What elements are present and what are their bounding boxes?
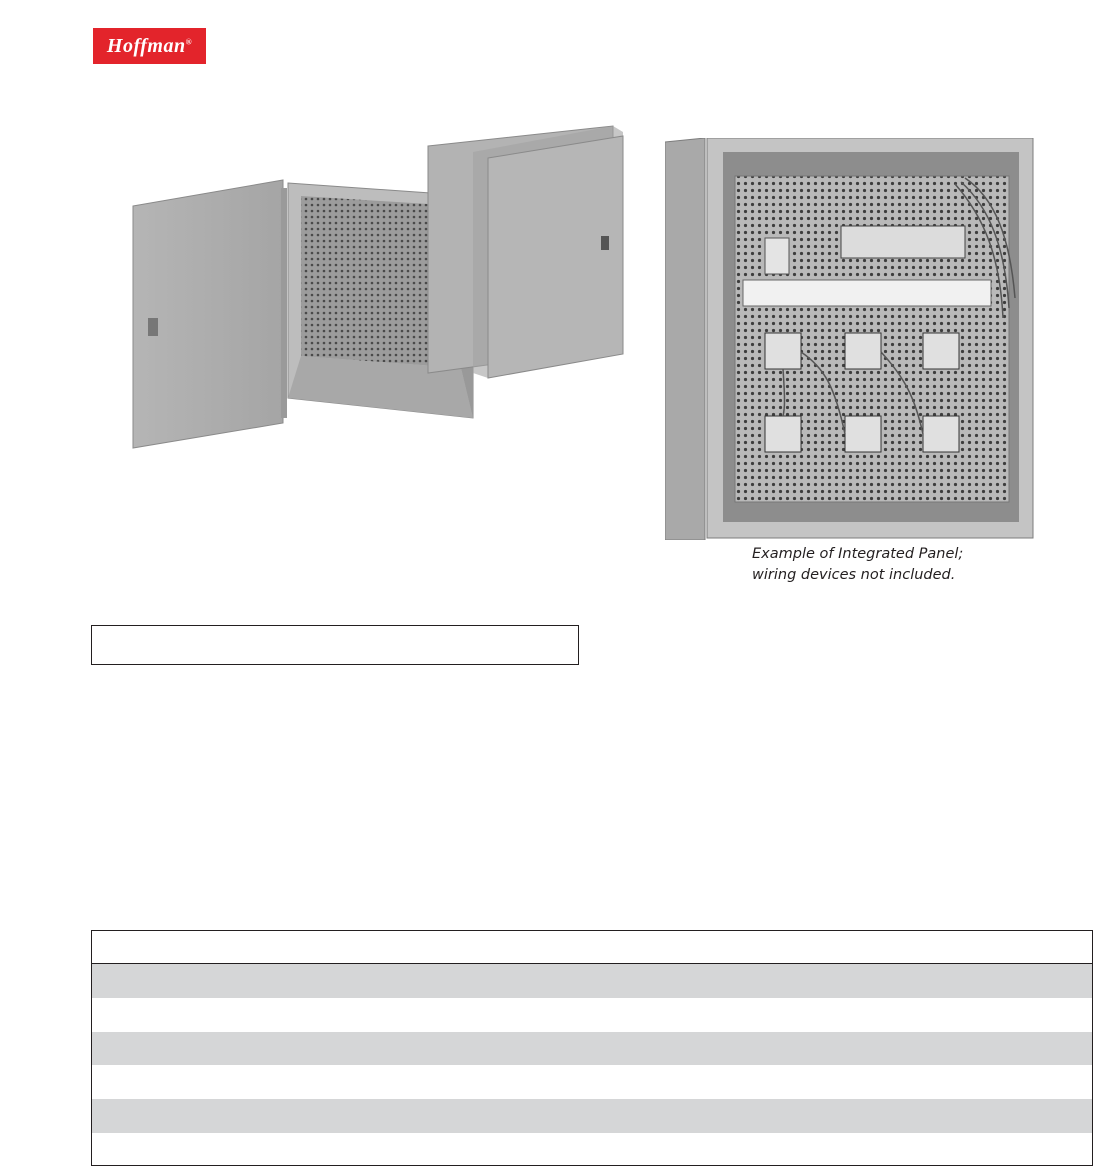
table-row [92,1099,1092,1133]
enclosure-photo [93,118,633,463]
caption-line-2: wiring devices not included. [752,567,956,583]
caption-line-1: Example of Integrated Panel; [752,546,964,562]
photo-caption [752,544,1052,586]
spec-table [91,930,1093,1166]
table-row [92,1032,1092,1066]
integrated-panel-photo [665,138,1035,540]
brand-logo [93,28,206,64]
empty-text-box [91,625,579,665]
table-row [92,964,1092,998]
logo-text: Hoffman® [106,34,193,57]
table-row [92,998,1092,1032]
table-row [92,1133,1092,1167]
table-header [92,931,1092,964]
table-row [92,1065,1092,1099]
